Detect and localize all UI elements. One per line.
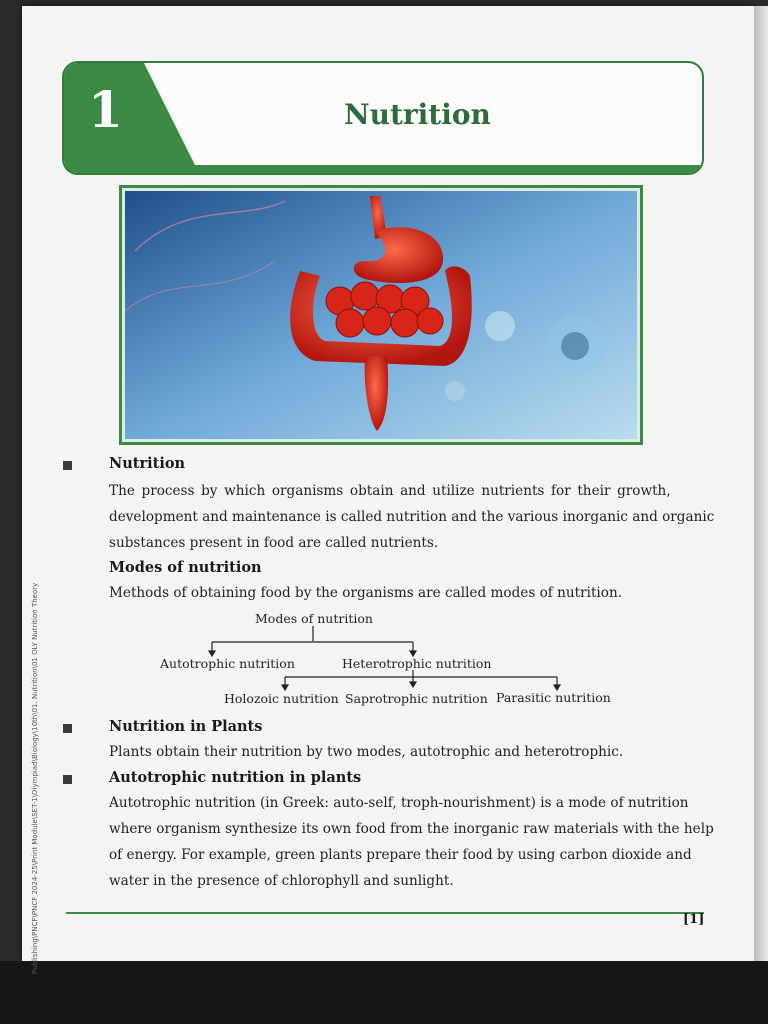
paragraph-line: The process by which organisms obtain and utilize nutrients for their growth, xyxy=(109,483,671,499)
paragraph-line: where organism synthesize its own food from the inorganic raw materials with the help xyxy=(109,821,714,837)
section-heading-nutrition: Nutrition xyxy=(109,455,186,472)
paragraph-line: Methods of obtaining food by the organisms are called modes of nutrition. xyxy=(109,585,623,601)
bullet-icon xyxy=(63,724,72,733)
paragraph-line: water in the presence of chlorophyll and sunlight. xyxy=(109,873,454,889)
paragraph-line: substances present in food are called nutrients. xyxy=(109,535,439,551)
diagram-node-autotrophic: Autotrophic nutrition xyxy=(160,656,295,671)
section-heading-autotrophic: Autotrophic nutrition in plants xyxy=(109,769,362,786)
diagram-node-heterotrophic: Heterotrophic nutrition xyxy=(342,656,492,671)
footer-rule xyxy=(66,912,704,914)
chapter-number: 1 xyxy=(88,80,123,139)
diagram-node-parasitic: Parasitic nutrition xyxy=(496,690,611,705)
section-heading-plants: Nutrition in Plants xyxy=(109,718,263,735)
side-file-path: Publishing\PNCF\PNCF 2024-25\Print Module\SET-1\Olympiad\Biology\10th\01. Nutrition\01 OLY Nutrition Theory xyxy=(31,582,39,974)
section-heading-modes: Modes of nutrition xyxy=(109,559,262,576)
page-number: [1] xyxy=(683,912,705,927)
paragraph-line: Autotrophic nutrition (in Greek: auto-self, troph-nourishment) is a mode of nutrition xyxy=(109,795,689,811)
bullet-icon xyxy=(63,775,72,784)
paragraph-line: of energy. For example, green plants prepare their food by using carbon dioxide and xyxy=(109,847,692,863)
diagram-root: Modes of nutrition xyxy=(255,611,373,626)
paragraph-line: Plants obtain their nutrition by two modes, autotrophic and heterotrophic. xyxy=(109,744,624,760)
chapter-title: Nutrition xyxy=(344,98,491,131)
paragraph-line: development and maintenance is called nutrition and the various inorganic and organic xyxy=(109,509,715,525)
diagram-node-saprotrophic: Saprotrophic nutrition xyxy=(345,691,488,706)
diagram-node-holozoic: Holozoic nutrition xyxy=(224,691,339,706)
